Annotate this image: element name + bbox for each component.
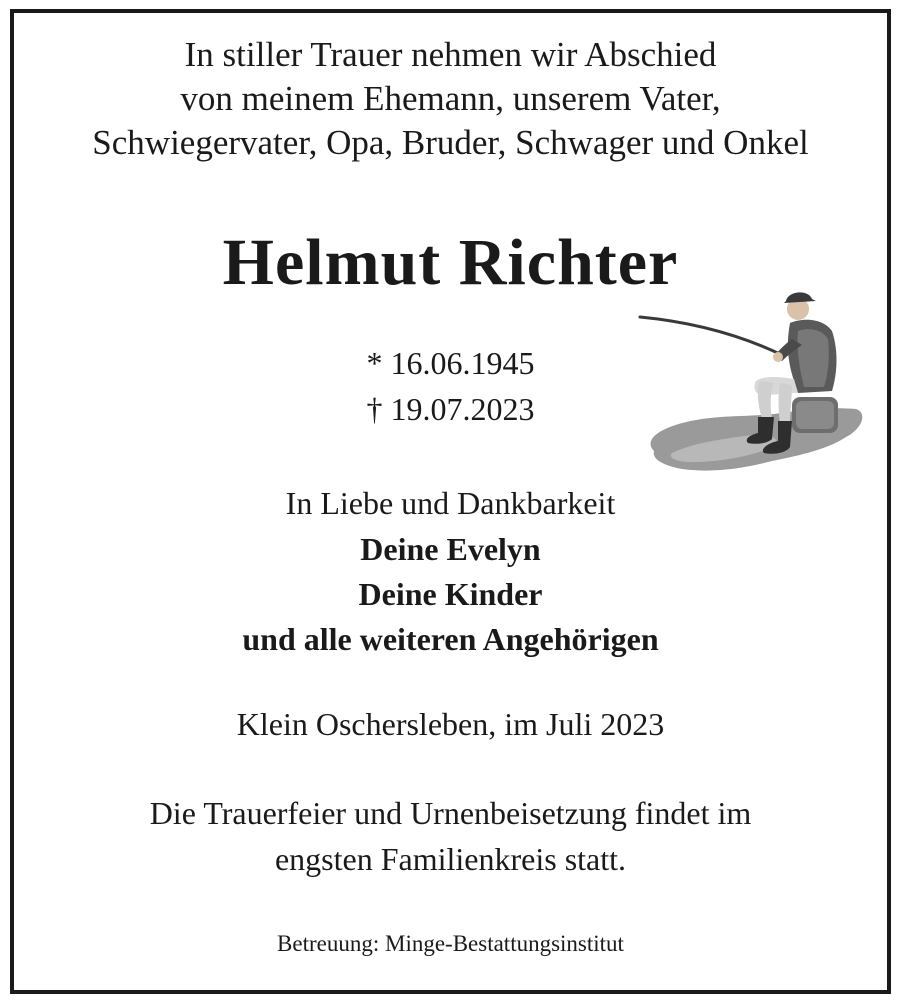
ceremony-line-2: engsten Familienkreis statt. — [274, 841, 627, 877]
mourner-children: Deine Kinder — [358, 576, 543, 612]
closing-line: In Liebe und Dankbarkeit — [285, 485, 616, 521]
intro-line-1: In stiller Trauer nehmen wir Abschied — [184, 35, 717, 74]
undertaker-credit: Betreuung: Minge-Bestattungsinstitut — [277, 931, 624, 956]
deceased-name: Helmut Richter — [222, 226, 679, 299]
fisherman-illustration — [632, 279, 867, 479]
obituary-card — [10, 9, 891, 994]
intro-line-2: von meinem Ehemann, unserem Vater, — [180, 79, 721, 118]
ceremony-line-1: Die Trauerfeier und Urnenbeisetzung findet im — [149, 795, 752, 831]
death-date: † 19.07.2023 — [366, 391, 535, 427]
intro-line-3: Schwiegervater, Opa, Bruder, Schwager und Onkel — [92, 123, 809, 162]
birth-date: * 16.06.1945 — [366, 345, 535, 381]
place-date: Klein Oschersleben, im Juli 2023 — [236, 706, 665, 742]
mourner-relatives: und alle weiteren Angehörigen — [242, 621, 659, 657]
mourner-wife: Deine Evelyn — [360, 531, 541, 567]
